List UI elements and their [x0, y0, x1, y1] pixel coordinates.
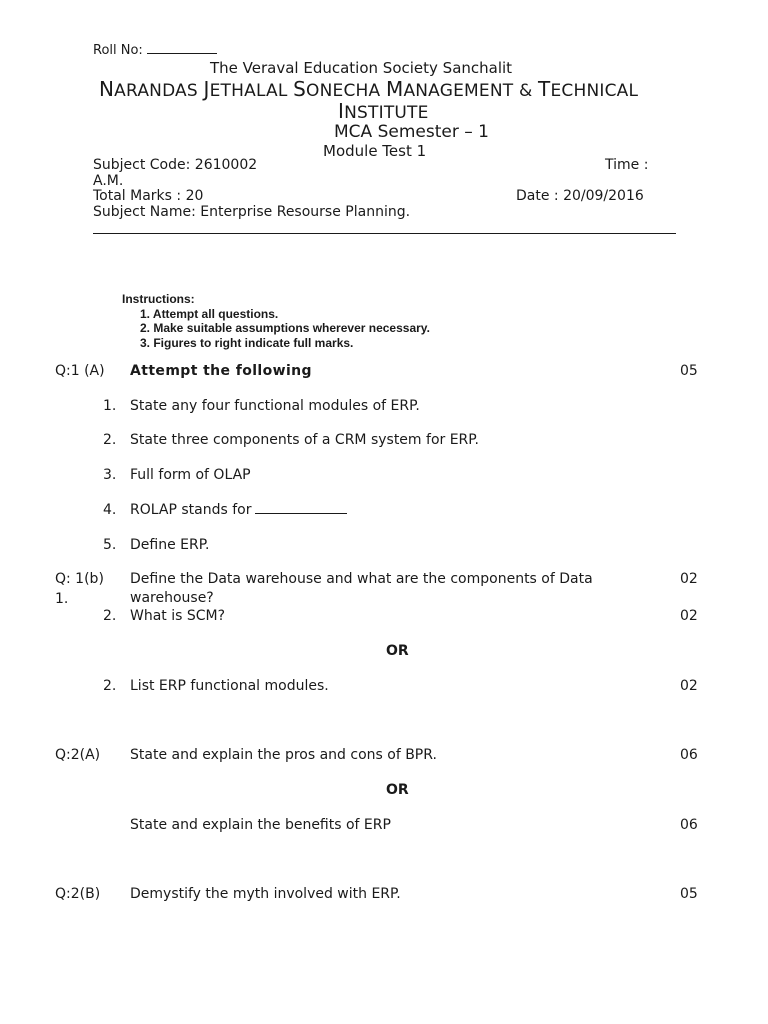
- word-rest: NSTITUTE: [344, 103, 429, 123]
- subject-code: Subject Code: 2610002: [93, 157, 258, 173]
- cap-letter: T: [538, 77, 551, 101]
- q2a-marks: 06: [680, 747, 698, 763]
- subject-name: Subject Name: Enterprise Resourse Planning.: [93, 204, 411, 220]
- q1b-alt-num: 2.: [103, 678, 117, 694]
- time-label: Time :: [605, 157, 649, 173]
- instruction-item: 2. Make suitable assumptions wherever necessary.: [140, 321, 430, 335]
- instruction-item: 3. Figures to right indicate full marks.: [140, 335, 354, 350]
- cap-letter: J: [203, 77, 210, 101]
- word-rest: ECHNICAL: [550, 81, 639, 101]
- institute-name-line1: [99, 77, 638, 101]
- q1b-alt-marks: 02: [680, 678, 698, 694]
- roll-no-blank: [147, 43, 217, 54]
- q2b-marks: 05: [680, 886, 698, 902]
- q1a-item-text: State any four functional modules of ERP.: [130, 398, 420, 414]
- q1b-item1-num: 1.: [55, 591, 69, 607]
- q1b-item1-marks: 02: [680, 571, 698, 587]
- q1a-item-blank-line: [130, 502, 347, 518]
- roll-no: [93, 43, 217, 58]
- q1b-item2-num: 2.: [103, 608, 117, 624]
- q2a-alt-marks: 06: [680, 817, 698, 833]
- q1b-item1-line1: Define the Data warehouse and what are the components of Data: [130, 571, 593, 587]
- cap-letter: I: [338, 99, 345, 123]
- word-rest: ETHALAL: [209, 81, 288, 101]
- q1a-item-text: State three components of a CRM system for ERP.: [130, 432, 479, 448]
- exam-date: Date : 20/09/2016: [516, 188, 644, 204]
- q1a-item-num: 3.: [103, 467, 117, 483]
- q1a-item-text: Define ERP.: [130, 537, 210, 553]
- instructions-title: Instructions:: [122, 292, 195, 306]
- total-marks: Total Marks : 20: [93, 188, 204, 204]
- q2a-text: State and explain the pros and cons of BPR.: [130, 747, 437, 763]
- q2a-label: Q:2(A): [55, 747, 101, 763]
- q1a-label: Q:1 (A): [55, 363, 105, 379]
- society-name: The Veraval Education Society Sanchalit: [210, 59, 513, 77]
- q1a-item-text: Full form of OLAP: [130, 467, 251, 483]
- or-divider: OR: [386, 782, 409, 798]
- q1a-item-num: 2.: [103, 432, 117, 448]
- q1b-item2-marks: 02: [680, 608, 698, 624]
- q1b-item1-line2: warehouse?: [130, 590, 214, 606]
- institute-name-line2: [338, 99, 429, 123]
- q1a-item-num: 5.: [103, 537, 117, 553]
- q1a-title: Attempt the following: [130, 363, 312, 379]
- instructions: [122, 292, 430, 350]
- q1b-alt-text: List ERP functional modules.: [130, 678, 329, 694]
- q1a-marks: 05: [680, 363, 698, 379]
- time-value: A.M.: [93, 173, 124, 189]
- fill-in-blank: [255, 503, 347, 514]
- word-rest: ARANDAS: [114, 81, 198, 101]
- header-divider: [93, 233, 676, 234]
- cap-letter: N: [99, 77, 115, 101]
- roll-no-label: Roll No:: [93, 43, 143, 58]
- q1a-item-num: 4.: [103, 502, 117, 518]
- cap-letter: S: [293, 77, 307, 101]
- q2b-text: Demystify the myth involved with ERP.: [130, 886, 401, 902]
- test-title: Module Test 1: [323, 142, 427, 160]
- word-rest: ANAGEMENT: [403, 81, 514, 101]
- q1a-item-num: 1.: [103, 398, 117, 414]
- q1a-item-text: ROLAP stands for: [130, 502, 252, 518]
- q1b-item2-text: What is SCM?: [130, 608, 226, 624]
- q2b-label: Q:2(B): [55, 886, 101, 902]
- word-rest: ONECHA: [306, 81, 381, 101]
- q2a-alt-text: State and explain the benefits of ERP: [130, 817, 391, 833]
- cap-letter: M: [385, 77, 404, 101]
- instruction-item: 1. Attempt all questions.: [140, 306, 279, 321]
- or-divider: OR: [386, 643, 409, 659]
- q1b-label: Q: 1(b): [55, 571, 104, 587]
- semester: MCA Semester – 1: [334, 122, 489, 142]
- ampersand: &: [518, 81, 533, 101]
